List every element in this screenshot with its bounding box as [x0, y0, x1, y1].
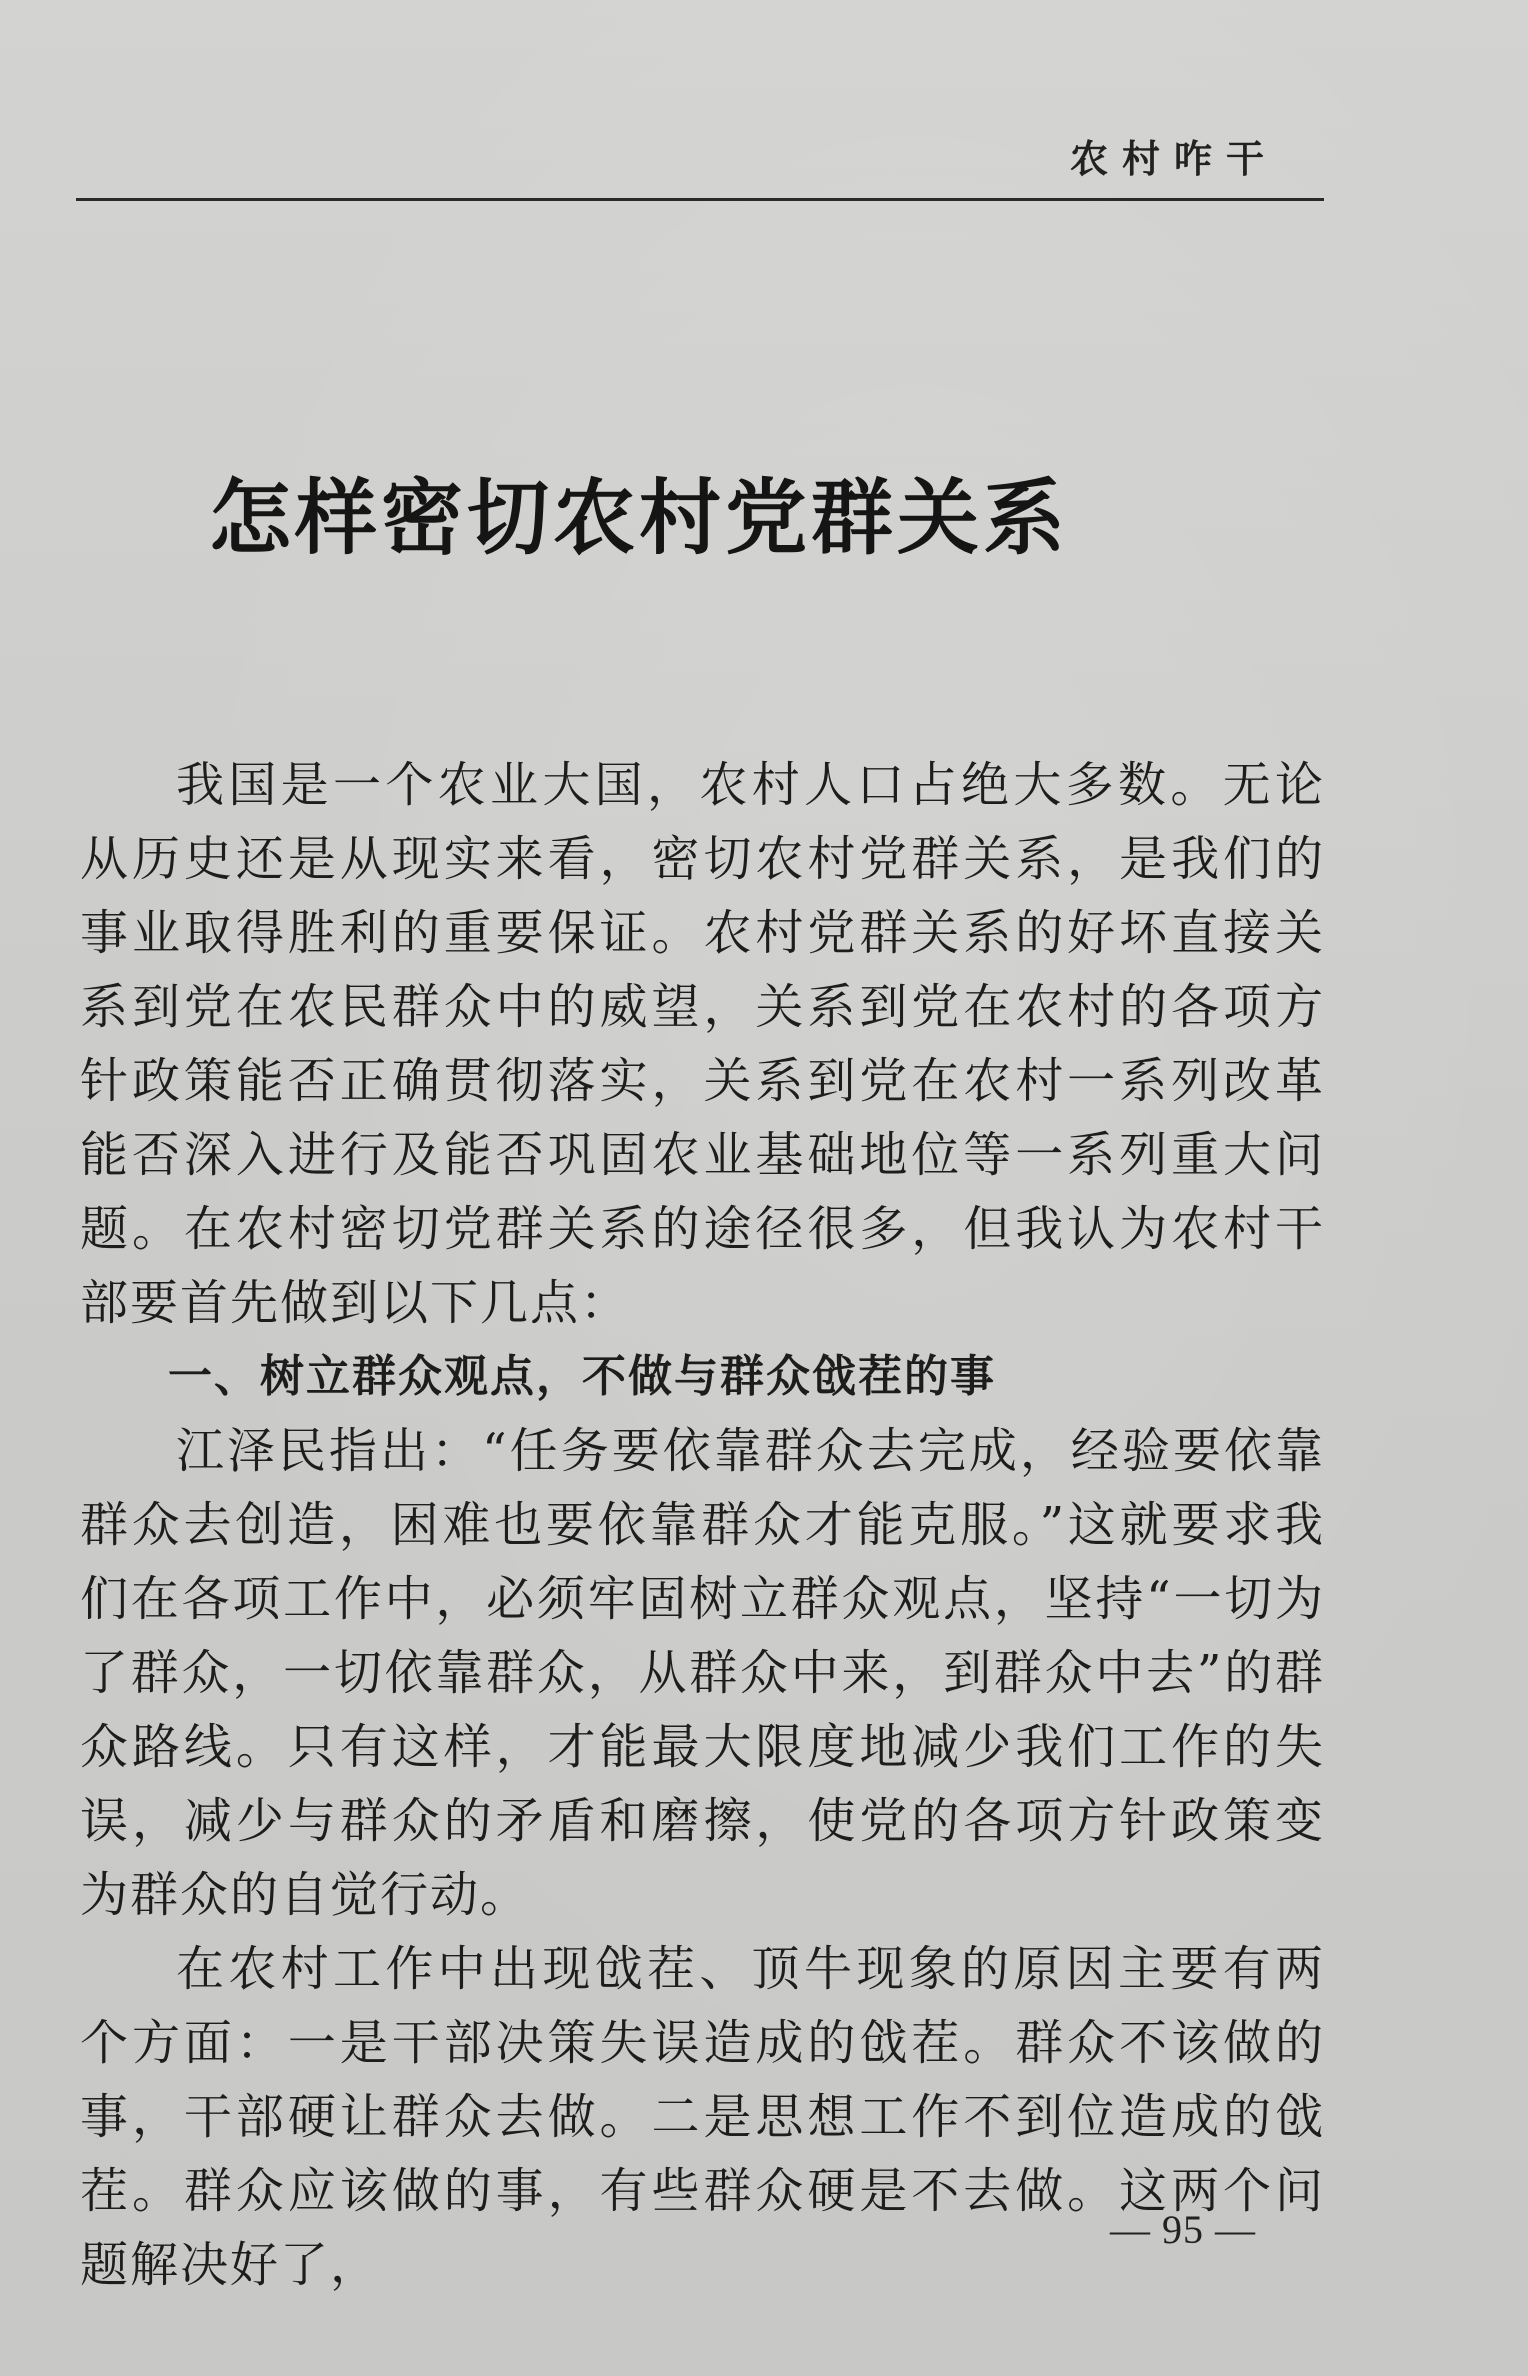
body-paragraph: 江泽民指出：“任务要依靠群众去完成，经验要依靠群众去创造，困难也要依靠群众才能克服。”这就要求我们在各项工作中，必须牢固树立群众观点，坚持“一切为了群众，一切依靠群众，从群众中来，到群众中去”的群众路线。只有这样，才能最大限度地减少我们工作的失误，减少与群众的矛盾和磨擦，使党的各项方针政策变为群众的自觉行动。 — [80, 1423, 1325, 1923]
section-heading: 一、树立群众观点，不做与群众戗茬的事 — [168, 1351, 996, 1402]
header-rule — [76, 198, 1324, 201]
article-title: 怎样密切农村党群关系 — [208, 469, 1069, 566]
page-number: — 95 — — [1110, 2207, 1256, 2252]
running-header: 农村咋干 — [1069, 137, 1278, 181]
article-body — [80, 748, 1325, 2302]
intro-paragraph: 我国是一个农业大国，农村人口占绝大多数。无论从历史还是从现实来看，密切农村党群关系，是我们的事业取得胜利的重要保证。农村党群关系的好坏直接关系到党在农民群众中的威望，关系到党在农村的各项方针政策能否正确贯彻落实，关系到党在农村一系列改革能否深入进行及能否巩固农业基础地位等一系列重大问题。在农村密切党群关系的途径很多，但我认为农村干部要首先做到以下几点： — [80, 757, 1325, 1331]
body-paragraph: 在农村工作中出现戗茬、顶牛现象的原因主要有两个方面：一是干部决策失误造成的戗茬。群众不该做的事，干部硬让群众去做。二是思想工作不到位造成的戗茬。群众应该做的事，有些群众硬是不去做。这两个问题解决好了， — [80, 1941, 1325, 2293]
